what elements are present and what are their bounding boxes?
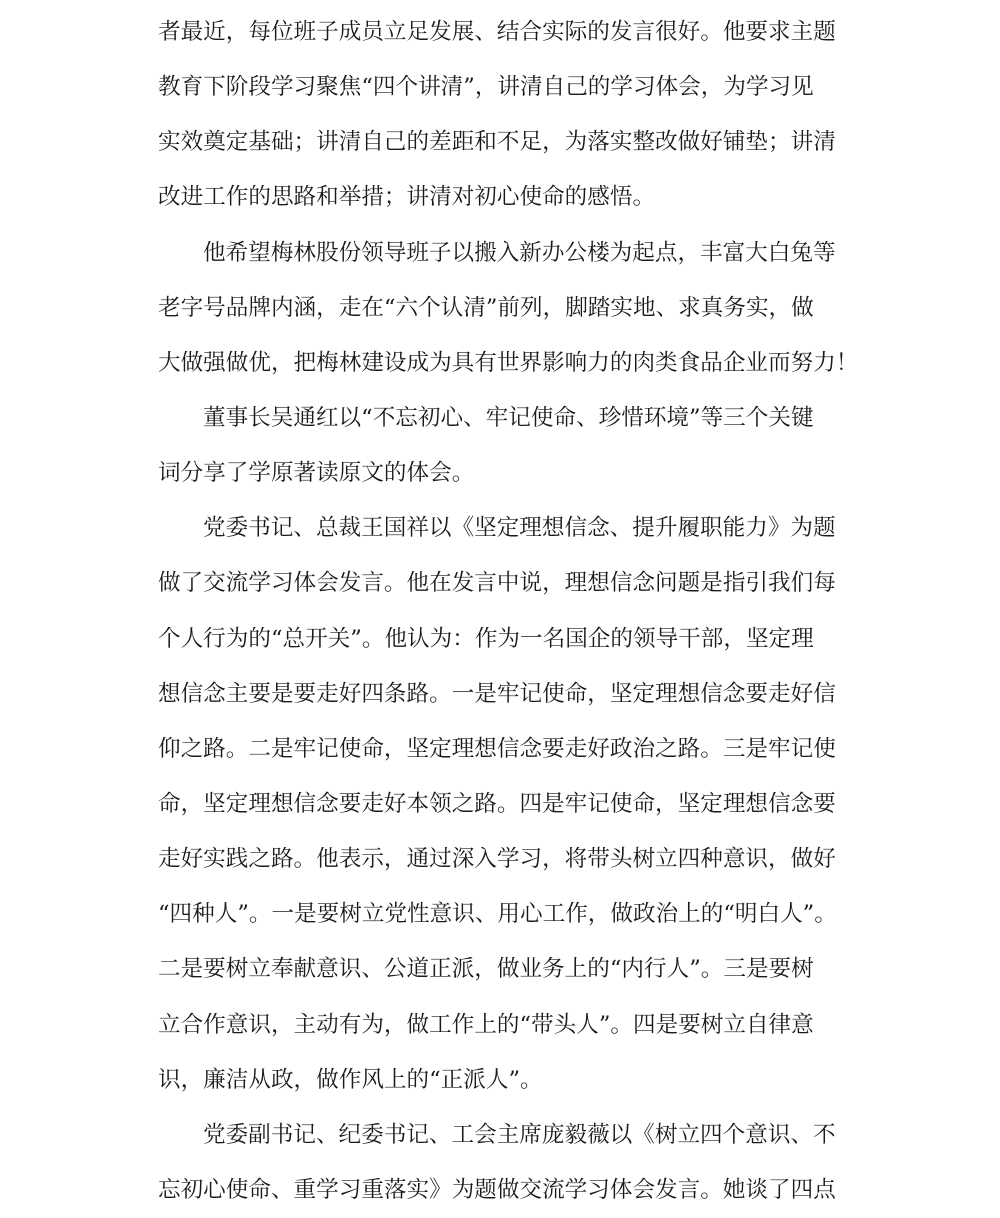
paragraph-chairman [158,391,858,501]
text-line: 识，廉洁从政，做作风上的“正派人”。 [158,1066,543,1093]
text-line: 词分享了学原著读原文的体会。 [158,460,475,487]
text-line: 董事长吴通红以“不忘初心、牢记使命、珍惜环境”等三个关键 [203,404,814,431]
text-line: 实效奠定基础；讲清自己的差距和不足，为落实整改做好铺垫；讲清 [158,129,836,156]
text-line: 仰之路。二是牢记使命，坚定理想信念要走好政治之路。三是牢记使 [158,735,836,762]
paragraph-deputy-secretary [158,1108,858,1218]
paragraph-hope [158,226,858,391]
text-line: 忘初心使命、重学习重落实》为题做交流学习体会发言。她谈了四点 [158,1176,836,1203]
text-line: 二是要树立奉献意识、公道正派，做业务上的“内行人”。三是要树 [158,956,814,983]
text-line: 党委书记、总裁王国祥以《坚定理想信念、提升履职能力》为题 [203,515,836,542]
text-line: 立合作意识，主动有为，做工作上的“带头人”。四是要树立自律意 [158,1011,814,1038]
text-line: 教育下阶段学习聚焦“四个讲清”，讲清自己的学习体会，为学习见 [158,74,814,101]
text-line: 做了交流学习体会发言。他在发言中说，理想信念问题是指引我们每 [158,570,836,597]
text-line: 改进工作的思路和举措；讲清对初心使命的感悟。 [158,184,656,211]
document-body [158,5,858,1218]
paragraph-party-secretary [158,501,858,1108]
text-line: 想信念主要是要走好四条路。一是牢记使命，坚定理想信念要走好信 [158,680,836,707]
text-line: “四种人”。一是要树立党性意识、用心工作，做政治上的“明白人”。 [158,901,837,928]
paragraph-speech-summary [158,5,858,226]
text-line: 命，坚定理想信念要走好本领之路。四是牢记使命，坚定理想信念要 [158,790,836,817]
text-line: 党委副书记、纪委书记、工会主席庞毅薇以《树立四个意识、不 [203,1121,836,1148]
text-line: 者最近，每位班子成员立足发展、结合实际的发言很好。他要求主题 [158,19,836,45]
text-line: 老字号品牌内涵，走在“六个认清”前列，脚踏实地、求真务实，做 [158,294,814,321]
text-line: 个人行为的“总开关”。他认为：作为一名国企的领导干部，坚定理 [158,625,814,652]
text-line: 他希望梅林股份领导班子以搬入新办公楼为起点，丰富大白兔等 [203,239,836,266]
text-line: 走好实践之路。他表示，通过深入学习，将带头树立四种意识，做好 [158,846,836,873]
text-line: 大做强做优，把梅林建设成为具有世界影响力的肉类食品企业而努力！ [158,349,859,376]
